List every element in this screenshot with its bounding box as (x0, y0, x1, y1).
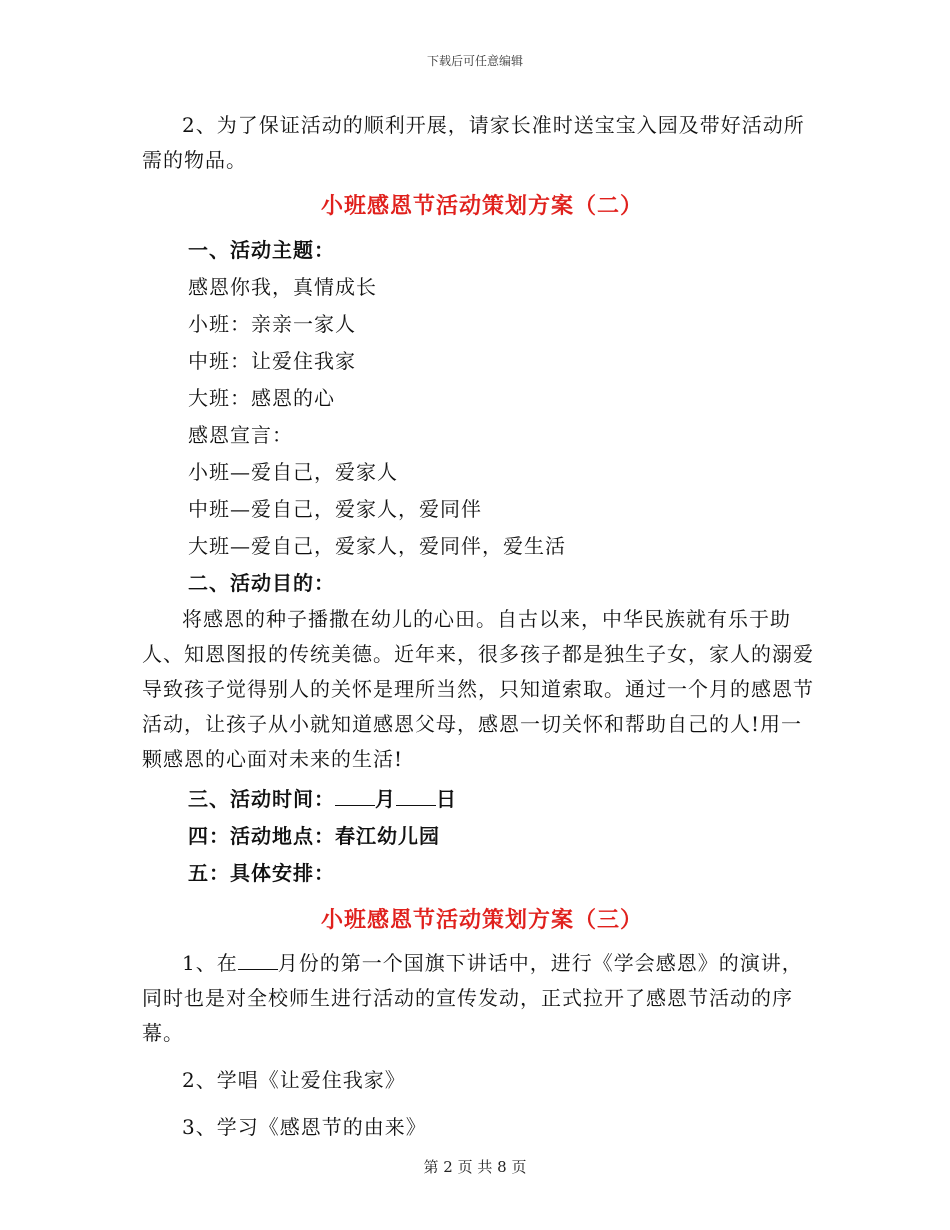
goal-text: 将感恩的种子播撒在幼儿的心田。自古以来，中华民族就有乐于助人、知恩图报的传统美德。近年来，很多孩子都是独生子女，家人的溺爱导致孩子觉得别人的关怀是理所当然，只知道索取。通过一个月的感恩节活动，让孩子从小就知道感恩父母，感恩一切关怀和帮助自己的人!用一颗感恩的心面对未来的生活! (142, 607, 814, 771)
goal-heading: 二、活动目的： (188, 571, 335, 595)
theme-line: 大班—爱自己，爱家人，爱同伴，爱生活 (188, 534, 566, 558)
section1-item2: 2、为了保证活动的顺利开展，请家长准时送宝宝入园及带好活动所需的物品。 (142, 113, 805, 172)
section3-item3: 3、学习《感恩节的由来》 (182, 1115, 427, 1139)
day-blank (396, 785, 436, 806)
section3-item1 (142, 946, 822, 1051)
section3-title: 小班感恩节活动策划方案（三） (320, 907, 643, 933)
theme-line: 大班：感恩的心 (188, 386, 335, 410)
theme-line: 小班—爱自己，爱家人 (188, 460, 398, 484)
item1-prefix: 1、在 (182, 951, 238, 975)
theme-line: 小班：亲亲一家人 (188, 312, 356, 336)
activity-time (142, 781, 822, 818)
activity-place: 四：活动地点：春江幼儿园 (188, 824, 440, 848)
page-header: 下载后可任意编辑 (426, 54, 523, 68)
theme-line: 感恩你我，真情成长 (188, 275, 377, 299)
theme-line: 中班：让爱住我家 (188, 349, 356, 373)
schedule-heading: 五：具体安排： (188, 861, 335, 885)
theme-line: 中班—爱自己，爱家人，爱同伴 (188, 497, 482, 521)
section2-title: 小班感恩节活动策划方案（二） (320, 193, 643, 219)
time-month: 月 (375, 787, 396, 811)
theme-heading: 一、活动主题： (188, 238, 335, 262)
time-label: 三、活动时间： (188, 787, 335, 811)
page-footer: 第 2 页 共 8 页 (423, 1158, 527, 1176)
theme-line: 感恩宣言： (188, 423, 293, 447)
item1-rest: 月份的第一个国旗下讲话中，进行《学会感恩》的演讲，同时也是对全校师生进行活动的宣传发动，正式拉开了感恩节活动的序幕。 (142, 951, 803, 1045)
section3-item2: 2、学唱《让爱住我家》 (182, 1068, 406, 1092)
time-day: 日 (436, 787, 457, 811)
document-body (142, 108, 822, 1149)
item1-blank (238, 949, 278, 970)
month-blank (335, 785, 375, 806)
